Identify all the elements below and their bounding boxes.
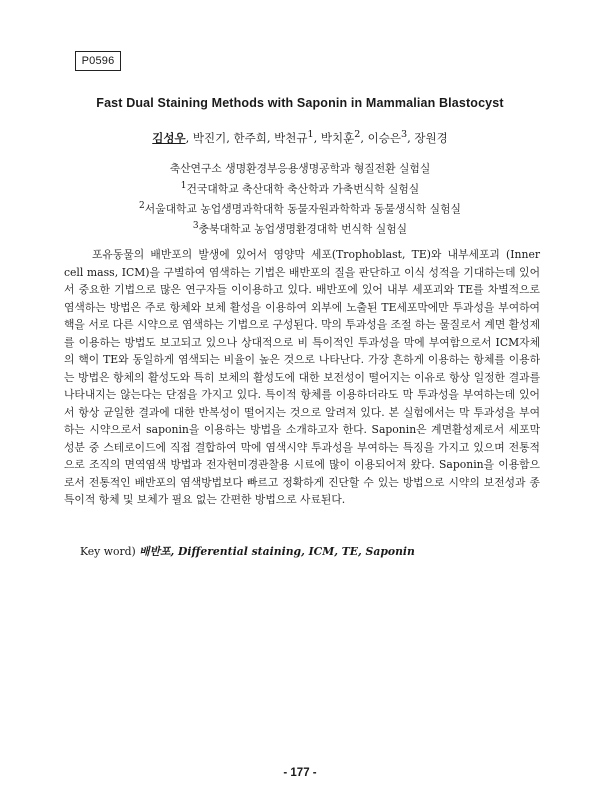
page-number: - 177 - bbox=[283, 767, 317, 779]
abstract-paragraph: 포유동물의 배반포의 발생에 있어서 영양막 세포(Trophoblast, TE)와 내부세포괴 (Inner cell mass, ICM)을 구별하여 염색하는 기법은 배반포의 질을 판단하고 이식 성적을 기대하는데 있어서 중요한 기법으로 많은 연구자들 이이용하고 있다. 배반포에 있어 내부 세포괴와 TE를 차별적으로 염색하는 방법은 주로 항체와 보체 활성을 이용하여 외부에 노출된 TE세포막에만 투과성을 부여하여 핵을 서로 다른 시약으로 염색하는 기법으로 구성된다. 막의 투과성을 조절 하는 물질로서 계면 활성제를 이용하는 방법도 보고되고 있으나 상대적으로 비 특이적인 투과성을 막에 부여함으로서 ICM자체의 핵이 TE와 동일하게 염색되는 비율이 높은 것으로 나타난다. 가장 흔하게 이용하는 항체를 이용하는 방법은 항체의 활성도와 특히 보체의 활성도에 대한 보전성이 떨어지는 이유로 항상 일정한 결과를 나타내지는 않는다는 단점을 가지고 있다. 특이적 항체를 이용하더라도 막 투과성을 부여하는데 있어서 항상 균일한 결과에 대한 반복성이 떨어지는 것으로 알려져 있다. 본 실험에서는 막 투과성을 부여하는 시약으로서 saponin을 이용하는 방법을 소개하고자 한다. Saponin은 계면활성제로서 세포막 성분 중 스테로이드에 직접 결합하여 막에 염색시약 투과성을 부여하는 특징을 가지고 있으며 전통적으로 조직의 면역염색 방법과 전자현미경관찰용 시료에 많이 이용되어져 왔다. Saponin을 이용함으로서 전통적인 배반포의 염색방법보다 빠르고 정확하게 진단할 수 있는 방법으로 시약의 보전성과 종 특이적 항체 및 보체가 필요 없는 간편한 방법으로 사료된다. bbox=[64, 248, 540, 506]
first-author: 김성우 bbox=[152, 130, 186, 145]
affiliation-1: $^1$건국대학교 축산대학 축산학과 가축번식학 실험실 bbox=[180, 180, 420, 196]
paper-title: Fast Dual Staining Methods with Saponin in Mammalian Blastocyst bbox=[96, 96, 504, 110]
affiliations bbox=[0, 160, 600, 238]
author-list bbox=[0, 129, 600, 146]
affiliation-2: $^2$서울대학교 농업생명과학대학 동물자원과학학과 동물생식학 실험실 bbox=[139, 200, 461, 216]
keywords bbox=[80, 544, 540, 559]
keywords-value: 배반포, Differential staining, ICM, TE, Saponin bbox=[139, 545, 415, 558]
keywords-label: Key word) bbox=[80, 545, 136, 558]
other-authors: , 박진기, 한주희, 박천규$^1$, 박치훈$^2$, 이승은$^3$, 장원경 bbox=[185, 129, 448, 145]
abstract-body bbox=[64, 246, 540, 509]
affiliation-0: 축산연구소 생명환경부응용생명공학과 형질전환 실험실 bbox=[169, 162, 431, 175]
abstract-code: P0596 bbox=[75, 51, 121, 71]
affiliation-3: $^3$충북대학교 농업생명환경대학 번식학 실험실 bbox=[192, 220, 408, 236]
